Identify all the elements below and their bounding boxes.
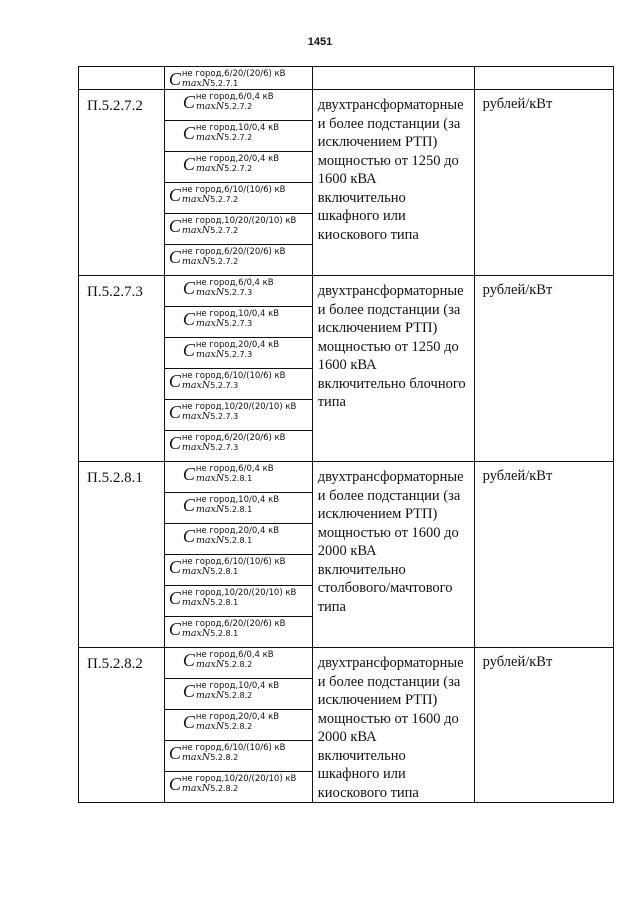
formula-subscript-var: maxN [195,349,225,360]
formula-row [165,586,312,617]
description-line: 2000 кВА [317,543,377,559]
description-cell [312,276,474,462]
formula-box [165,400,312,431]
formula-superscript: не город,20/0,4 кВ [195,712,280,722]
formula-box [165,648,312,679]
description-line: шкафного или [317,766,406,782]
formula: C не город,6/20/(20/6) кВ maxN5.2.8.1 [168,619,286,639]
formula-subscript-var: maxN [195,132,225,143]
formula: C не город,6/20/(20/6) кВ maxN5.2.7.3 [168,433,286,453]
description-line: двухтрансформаторные [317,469,464,485]
description-line: включительно блочного [317,375,466,392]
formula-list [165,462,312,647]
formula-subscript-index: 5.2.8.1 [210,629,239,638]
formula-row [165,245,312,276]
formula-superscript: не город,10/20/(20/10) кВ [181,588,297,598]
code-cell: П.5.2.8.2 [79,648,165,803]
formula-subscript-var: maxN [195,535,225,546]
formula-box [165,338,312,369]
formula-subscript-index: 5.2.8.1 [210,598,239,607]
table-row [79,276,614,462]
formula-superscript: не город,6/20/(20/6) кВ [181,619,286,629]
description-line: 1600 кВА [317,357,377,373]
formula-subscript-index: 5.2.8.1 [210,567,239,576]
formula: C не город,20/0,4 кВ maxN5.2.8.2 [182,712,280,732]
formula-superscript: не город,6/10/(10/6) кВ [181,371,286,381]
description-line: двухтрансформаторные [317,655,464,671]
formula-subscript-var: maxN [181,628,211,639]
unit-cell: рублей/кВт [474,90,613,276]
formula-subscript-index: 5.2.7.3 [210,381,239,390]
formula: C не город,6/20/(20/6) кВ maxN5.2.7.1 [168,69,286,89]
table-row [79,648,614,803]
formula-subscript-index: 5.2.7.1 [210,79,239,88]
formula-row [165,772,312,803]
formula-subscript-index: 5.2.7.3 [224,288,253,297]
description-line: исключением РТП) [317,320,438,336]
unit-cell: рублей/кВт [474,648,613,803]
formula-subscript-var: maxN [195,287,225,298]
code-cell: П.5.2.7.3 [79,276,165,462]
formula-superscript: не город,10/20/(20/10) кВ [181,216,297,226]
tariff-table [78,66,614,803]
formula-subscript-var: maxN [181,783,211,794]
description-cell [312,648,474,803]
code-cell: П.5.2.8.1 [79,462,165,648]
description-line: 2000 кВА [317,729,377,745]
description-line: и более подстанции (за [317,115,461,132]
formula-subscript-var: maxN [181,411,211,422]
formula-subscript-index: 5.2.7.2 [210,257,239,266]
page-number: 1451 [307,36,333,48]
formula-superscript: не город,6/0,4 кВ [195,92,274,102]
unit-cell: рублей/кВт [474,276,613,462]
formula-superscript: не город,10/0,4 кВ [195,495,280,505]
description-line: исключением РТП) [317,506,438,522]
formula: C не город,10/0,4 кВ maxN5.2.7.3 [182,309,280,329]
formula-subscript-var: maxN [181,597,211,608]
description-line: киоскового типа [317,226,419,243]
formula-row [165,741,312,772]
formula-subscript-var: maxN [195,659,225,670]
formula-subscript-index: 5.2.7.3 [210,443,239,452]
formula: C не город,20/0,4 кВ maxN5.2.7.3 [182,340,280,360]
formula-subscript-index: 5.2.8.2 [210,753,239,762]
formula-superscript: не город,6/20/(20/6) кВ [181,69,286,79]
formula-subscript-index: 5.2.7.3 [224,319,253,328]
formula-subscript-var: maxN [195,504,225,515]
formula-box [165,555,312,586]
formula-subscript-index: 5.2.8.2 [224,691,253,700]
formula-box [165,90,312,121]
formula-subscript-index: 5.2.8.1 [224,505,253,514]
table-row [79,90,614,276]
formula-superscript: не город,10/20/(20/10) кВ [181,774,297,784]
formula-superscript: не город,6/20/(20/6) кВ [181,247,286,257]
description-line: мощностью от 1250 до [317,152,459,169]
formula-subscript-var: maxN [181,194,211,205]
formula: C не город,6/10/(10/6) кВ maxN5.2.8.1 [168,557,286,577]
formula-box [165,245,312,276]
formula-row [165,710,312,741]
formula-box [165,183,312,214]
formula-list [165,276,312,461]
formula-subscript-var: maxN [195,690,225,701]
description-line: и более подстанции (за [317,673,461,690]
formula-row [165,369,312,400]
formula-row [165,121,312,152]
formula-superscript: не город,10/20/(20/10) кВ [181,402,297,412]
formula-superscript: не город,10/0,4 кВ [195,123,280,133]
description-line: включительно [317,747,406,764]
formula-row [165,462,312,493]
description-line: мощностью от 1250 до [317,338,459,355]
formula-row [165,276,312,307]
formula-box [165,431,312,462]
formula-subscript-var: maxN [195,721,225,732]
formula-subscript-var: maxN [181,256,211,267]
formula-row [165,555,312,586]
description-line: исключением РТП) [317,134,438,150]
formula: C не город,6/10/(10/6) кВ maxN5.2.7.2 [168,185,286,205]
description-line: включительно [317,189,406,206]
formula-row [165,617,312,648]
description-line: типа [317,394,346,410]
formula: C не город,10/0,4 кВ maxN5.2.7.2 [182,123,280,143]
description-line: киоскового типа [317,784,419,801]
formula-subscript-index: 5.2.7.2 [224,164,253,173]
code-cell [79,67,165,90]
formula-subscript-index: 5.2.8.2 [224,722,253,731]
formula-subscript-var: maxN [181,752,211,763]
table-row-continuation [79,67,614,90]
description-line: включительно [317,561,406,578]
formula-subscript-var: maxN [181,566,211,577]
formula-subscript-index: 5.2.7.3 [224,350,253,359]
description-line: мощностью от 1600 до [317,710,459,727]
formula-box [165,276,312,307]
formula: C не город,10/20/(20/10) кВ maxN5.2.8.1 [168,588,297,608]
formula-box [165,462,312,493]
description-line: столбового/мачтового [317,580,453,596]
formula-box [165,307,312,338]
formula-superscript: не город,10/0,4 кВ [195,309,280,319]
description-line: мощностью от 1600 до [317,524,459,541]
formula: C не город,10/20/(20/10) кВ maxN5.2.8.2 [168,774,297,794]
formula-box [165,772,312,803]
formula-superscript: не город,6/20/(20/6) кВ [181,433,286,443]
formula: C не город,20/0,4 кВ maxN5.2.7.2 [182,154,280,174]
formula-box [165,679,312,710]
formula: C не город,10/0,4 кВ maxN5.2.8.1 [182,495,280,515]
formula-subscript-index: 5.2.8.2 [210,784,239,793]
formula: C не город,6/10/(10/6) кВ maxN5.2.8.2 [168,743,286,763]
formula-subscript-var: maxN [195,473,225,484]
formula-box [165,524,312,555]
formula-row [165,431,312,462]
formula-row [165,152,312,183]
formula-cell [164,462,312,648]
formula-subscript-index: 5.2.8.1 [224,536,253,545]
formula: C не город,6/20/(20/6) кВ maxN5.2.7.2 [168,247,286,267]
formula-subscript-var: maxN [181,225,211,236]
formula: C не город,6/0,4 кВ maxN5.2.8.1 [182,464,274,484]
formula-subscript-index: 5.2.7.2 [210,195,239,204]
description-cell [312,67,474,90]
formula-superscript: не город,6/0,4 кВ [195,650,274,660]
formula: C не город,6/0,4 кВ maxN5.2.7.2 [182,92,274,112]
description-line: двухтрансформаторные [317,283,464,299]
formula: C не город,10/20/(20/10) кВ maxN5.2.7.2 [168,216,297,236]
formula: C не город,10/0,4 кВ maxN5.2.8.2 [182,681,280,701]
formula-superscript: не город,6/10/(10/6) кВ [181,185,286,195]
formula: C не город,10/20/(20/10) кВ maxN5.2.7.3 [168,402,297,422]
formula-box [165,493,312,524]
formula-row [165,400,312,431]
formula: C не город,20/0,4 кВ maxN5.2.8.1 [182,526,280,546]
description-line: типа [317,598,346,615]
formula-list [165,648,312,802]
formula-subscript-var: maxN [181,442,211,453]
description-cell [312,462,474,648]
formula-cell [164,90,312,276]
formula-subscript-index: 5.2.7.2 [224,102,253,111]
description-line: шкафного или [317,208,406,224]
formula-subscript-index: 5.2.8.1 [224,474,253,483]
formula-superscript: не город,20/0,4 кВ [195,340,280,350]
table-row [79,462,614,648]
formula-list [165,90,312,275]
formula-box [165,710,312,741]
formula-row [165,524,312,555]
unit-cell [474,67,613,90]
formula-row [165,338,312,369]
description-line: и более подстанции (за [317,301,461,318]
description-line: 1600 кВА [317,171,377,187]
formula-subscript-var: maxN [195,318,225,329]
formula-superscript: не город,20/0,4 кВ [195,154,280,164]
formula-row [165,214,312,245]
formula-subscript-index: 5.2.7.2 [224,133,253,142]
formula-row [165,648,312,679]
formula-subscript-index: 5.2.7.3 [210,412,239,421]
formula-superscript: не город,6/0,4 кВ [195,278,274,288]
formula-row [165,493,312,524]
unit-cell: рублей/кВт [474,462,613,648]
formula-box [165,369,312,400]
formula-subscript-var: maxN [181,380,211,391]
description-line: двухтрансформаторные [317,97,464,113]
description-cell [312,90,474,276]
formula-box [165,214,312,245]
formula: C не город,6/0,4 кВ maxN5.2.8.2 [182,650,274,670]
formula-row [165,307,312,338]
formula-cell [164,276,312,462]
formula-subscript-var: maxN [195,163,225,174]
formula-superscript: не город,6/10/(10/6) кВ [181,557,286,567]
formula-subscript-var: maxN [195,101,225,112]
formula-box [165,586,312,617]
formula-superscript: не город,6/10/(10/6) кВ [181,743,286,753]
formula-box [165,741,312,772]
code-cell: П.5.2.7.2 [79,90,165,276]
formula-cell [164,648,312,803]
formula: C не город,6/10/(10/6) кВ maxN5.2.7.3 [168,371,286,391]
formula-subscript-index: 5.2.8.2 [224,660,253,669]
formula-row [165,183,312,214]
formula-subscript-var: maxN [181,78,211,89]
description-line: и более подстанции (за [317,487,461,504]
formula-cell [164,67,312,90]
formula: C не город,6/0,4 кВ maxN5.2.7.3 [182,278,274,298]
formula-superscript: не город,6/0,4 кВ [195,464,274,474]
formula-row [165,679,312,710]
formula-superscript: не город,10/0,4 кВ [195,681,280,691]
formula-box [165,121,312,152]
description-line: исключением РТП) [317,692,438,708]
formula-superscript: не город,20/0,4 кВ [195,526,280,536]
formula-subscript-index: 5.2.7.2 [210,226,239,235]
formula-row [165,90,312,121]
formula-box [165,617,312,648]
formula-box [165,152,312,183]
